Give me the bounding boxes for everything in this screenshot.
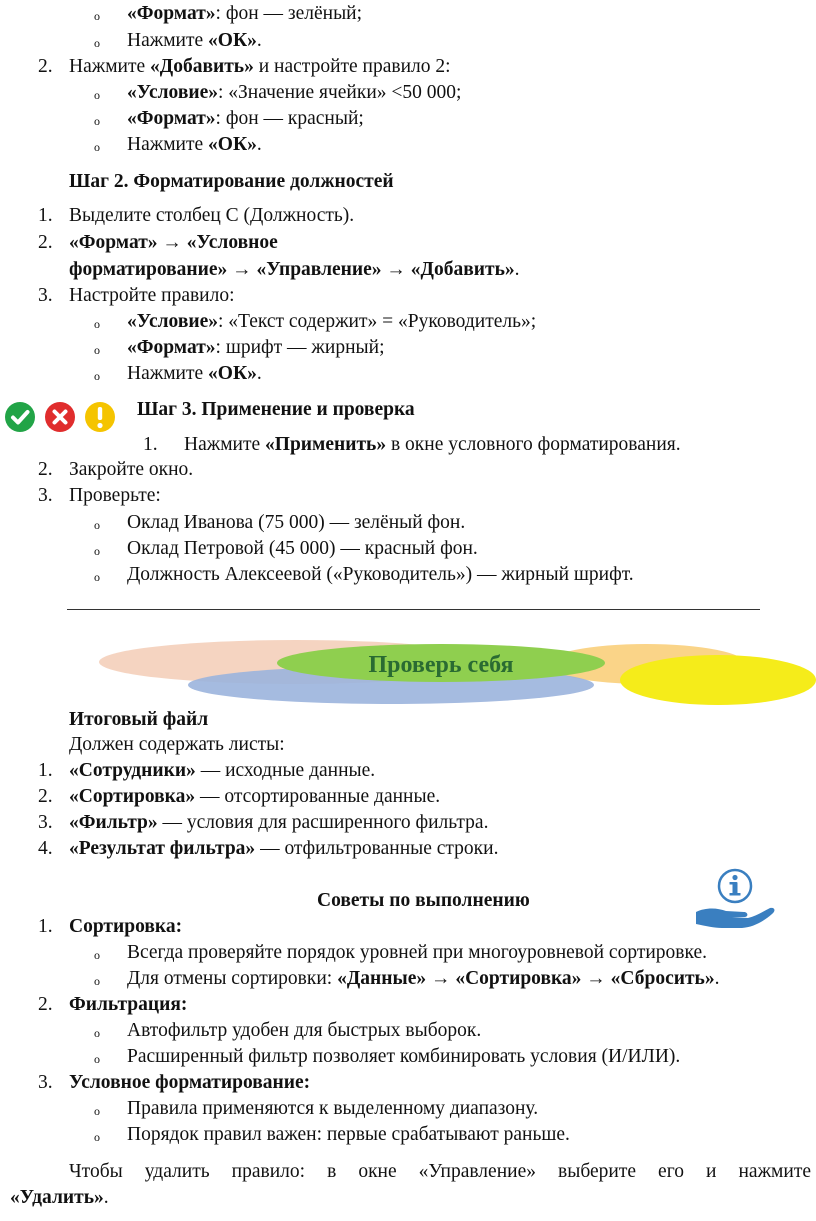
step3-item1: Нажмите «Применить» в окне условного форматирования. [184,434,681,455]
sheet-item: «Фильтр» — условия для расширенного фильтра. [69,812,489,833]
list-number: 2. [38,232,53,253]
bullet-marker: o [94,369,100,383]
bullet-marker: o [94,570,100,584]
bullet-marker: o [94,36,100,50]
sheet-item: «Сортировка» — отсортированные данные. [69,786,441,807]
tips-sorting-title: Сортировка: [69,916,183,937]
check-line-ivanov: Оклад Иванова (75 000) — зелёный фон. [127,512,466,533]
step2-heading: Шаг 2. Форматирование должностей [69,171,394,192]
step2-condition-line: «Условие»: «Текст содержит» = «Руководитель»; [127,311,537,332]
step3-item2: Закройте окно. [69,459,194,480]
bullet-marker: o [94,317,100,331]
step2-item2-line2: форматирование» → «Управление» → «Добавить». [69,259,520,280]
info-hand-icon [692,866,778,932]
list-number: 1. [38,760,53,781]
add-rule2-line: Нажмите «Добавить» и настройте правило 2: [69,56,451,77]
check-yourself-banner [96,630,816,710]
list-number: 3. [38,485,53,506]
bullet-marker: o [94,974,100,988]
bullet-marker: o [94,343,100,357]
list-number: 4. [38,838,53,859]
step3-heading: Шаг 3. Применение и проверка [137,399,415,420]
final-file-intro: Должен содержать листы: [69,734,285,755]
tips-conditional-title: Условное форматирование: [69,1072,311,1093]
rule1-format-line: «Формат»: фон — зелёный; [127,3,363,24]
tip-line: Правила применяются к выделенному диапазону. [127,1098,539,1119]
bullet-marker: o [94,88,100,102]
bullet-marker: o [94,9,100,23]
step2-item2-line1: «Формат» → «Условное [69,232,278,253]
bullet-marker: o [94,544,100,558]
step2-item1: Выделите столбец С (Должность). [69,205,355,226]
rule2-format-line: «Формат»: фон — красный; [127,108,364,129]
list-number: 1. [143,434,158,455]
tips-filtering-title: Фильтрация: [69,994,188,1015]
bullet-marker: o [94,948,100,962]
tip-line: Порядок правил важен: первые срабатывают раньше. [127,1124,570,1145]
tip-line: Всегда проверяйте порядок уровней при многоуровневой сортировке. [127,942,708,963]
step2-item3: Настройте правило: [69,285,235,306]
rule2-ok-line: Нажмите «ОК». [127,134,262,155]
sheet-item: «Результат фильтра» — отфильтрованные строки. [69,838,499,859]
check-line-alekseeva: Должность Алексеевой («Руководитель») — жирный шрифт. [127,564,634,585]
tip-line: Для отмены сортировки: «Данные» → «Сортировка» → «Сбросить». [127,968,720,989]
list-number: 2. [38,786,53,807]
delete-rule-note-end: «Удалить». [10,1187,109,1208]
check-line-petrova: Оклад Петровой (45 000) — красный фон. [127,538,478,559]
check-icon [4,401,36,433]
banner-title: Проверь себя [368,652,514,678]
step2-ok-line: Нажмите «ОК». [127,363,262,384]
list-number: 3. [38,1072,53,1093]
horizontal-divider [67,609,760,610]
bullet-marker: o [94,1026,100,1040]
bullet-marker: o [94,1104,100,1118]
step3-item3: Проверьте: [69,485,161,506]
step2-format-line: «Формат»: шрифт — жирный; [127,337,385,358]
list-number: 2. [38,459,53,480]
rule2-condition-line: «Условие»: «Значение ячейки» <50 000; [127,82,462,103]
tip-line: Автофильтр удобен для быстрых выборок. [127,1020,482,1041]
list-number: 3. [38,285,53,306]
delete-rule-note: Чтобы удалить правило: в окне «Управление» выберите его и нажмите [69,1161,811,1182]
list-number: 1. [38,205,53,226]
cross-icon [44,401,76,433]
list-number: 2. [38,56,53,77]
bullet-marker: o [94,1052,100,1066]
list-number: 3. [38,812,53,833]
list-number: 2. [38,994,53,1015]
bullet-marker: o [94,1130,100,1144]
bullet-marker: o [94,140,100,154]
sheet-item: «Сотрудники» — исходные данные. [69,760,376,781]
bullet-marker: o [94,518,100,532]
bullet-marker: o [94,114,100,128]
list-number: 1. [38,916,53,937]
tip-line: Расширенный фильтр позволяет комбинировать условия (И/ИЛИ). [127,1046,681,1067]
final-file-heading: Итоговый файл [69,709,209,730]
tips-heading: Советы по выполнению [317,890,530,911]
warning-icon [84,401,116,433]
rule1-ok-line: Нажмите «ОК». [127,30,262,51]
